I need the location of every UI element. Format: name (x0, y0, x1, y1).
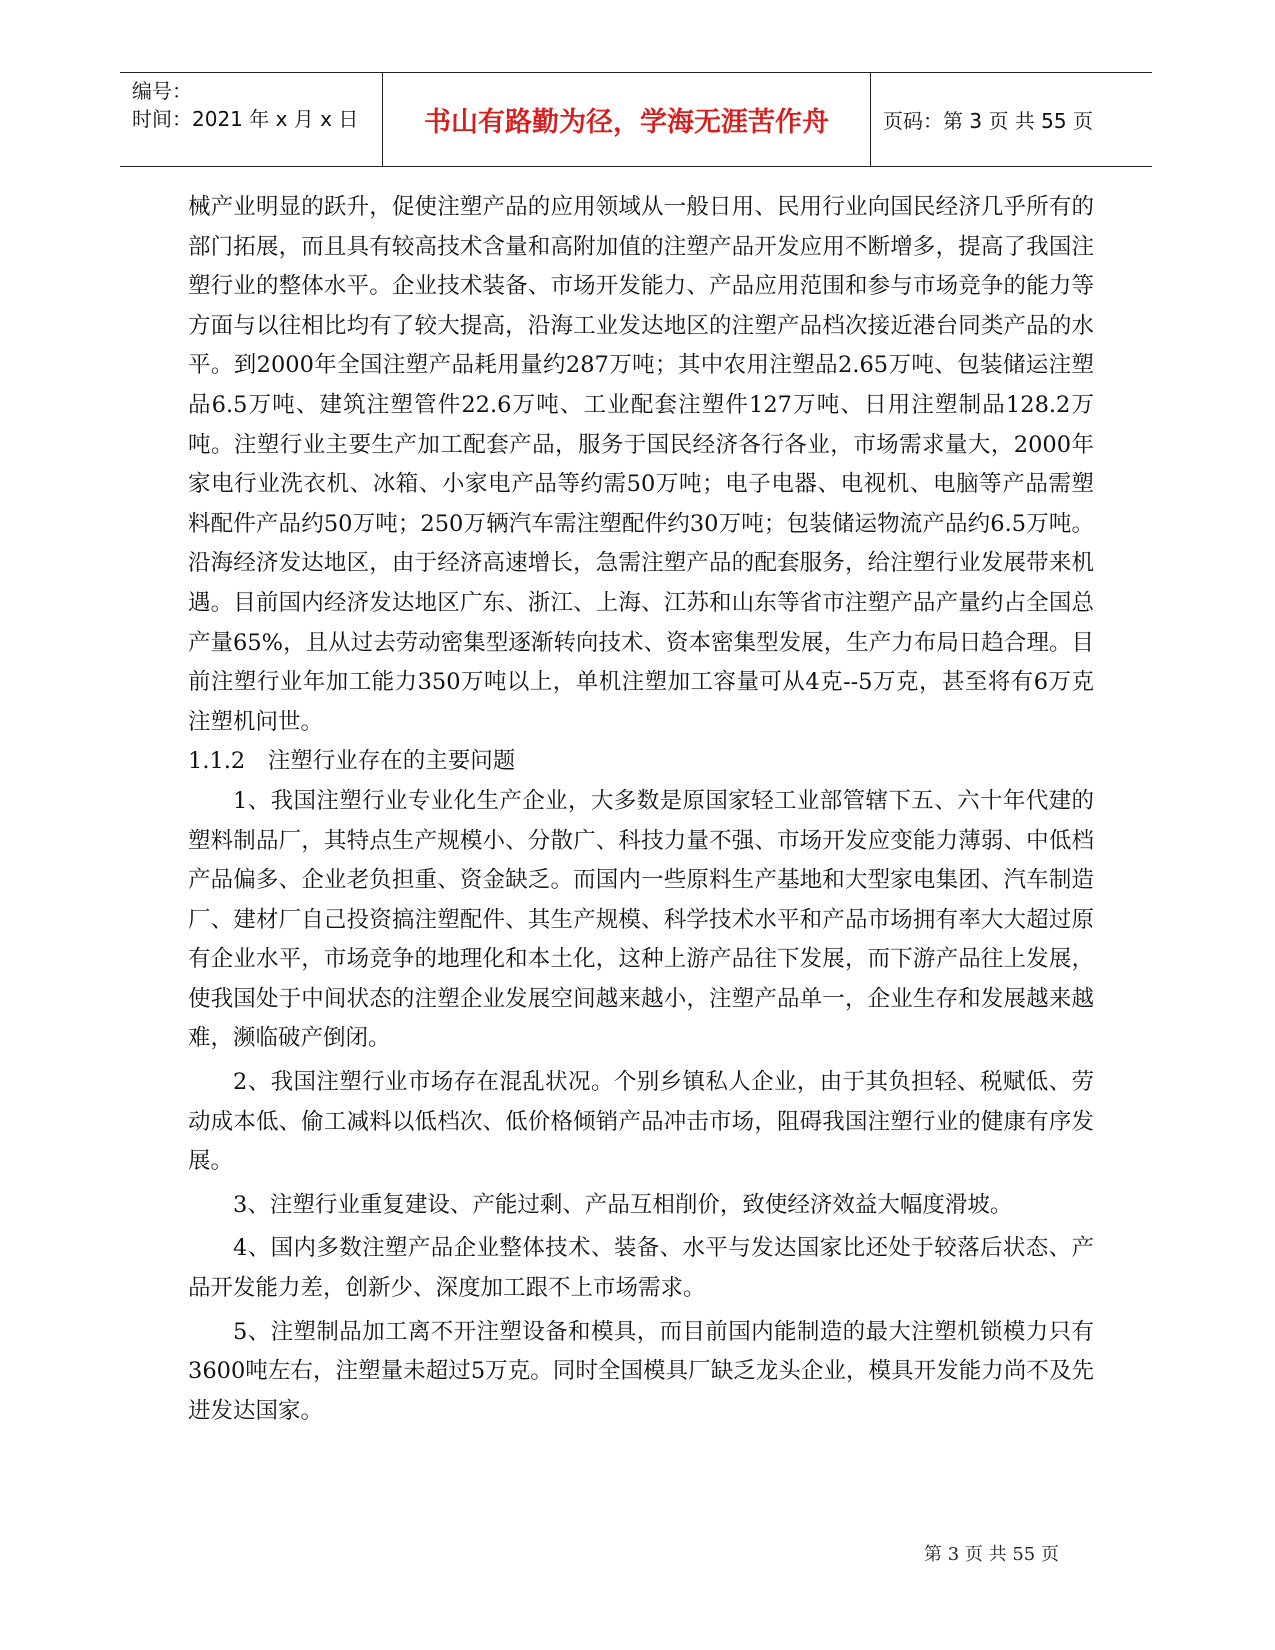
header-page-label: 页码：第 3 页 共 55 页 (883, 109, 1093, 133)
intro-paragraph: 械产业明显的跃升，促使注塑产品的应用领域从一般日用、民用行业向国民经济几乎所有的部门拓展，而且具有较高技术含量和高附加值的注塑产品开发应用不断增多，提高了我国注塑行业的整体水平。企业技术装备、市场开发能力、产品应用范围和参与市场竞争的能力等方面与以往相比均有了较大提高，沿海工业发达地区的注塑产品档次接近港台同类产品的水平。到2000年全国注塑产品耗用量约287万吨；其中农用注塑品2.65万吨、包装储运注塑品6.5万吨、建筑注塑管件22.6万吨、工业配套注塑件127万吨、日用注塑制品128.2万吨。注塑行业主要生产加工配套产品，服务于国民经济各行各业，市场需求量大，2000年家电行业洗衣机、冰箱、小家电产品等约需50万吨；电子电器、电视机、电脑等产品需塑料配件产品约50万吨；250万辆汽车需注塑配件约30万吨；包装储运物流产品约6.5万吨。沿海经济发达地区，由于经济高速增长，急需注塑产品的配套服务，给注塑行业发展带来机遇。目前国内经济发达地区广东、浙江、上海、江苏和山东等省市注塑产品产量约占全国总产量65%，且从过去劳动密集型逐渐转向技术、资本密集型发展，生产力布局日趋合理。目前注塑行业年加工能力350万吨以上，单机注塑加工容量可从4克--5万克，甚至将有6万克注塑机问世。 (188, 194, 1094, 735)
body-paragraph: 1、我国注塑行业专业化生产企业，大多数是原国家轻工业部管辖下五、六十年代建的塑料制品厂，其特点生产规模小、分散广、科技力量不强、市场开发应变能力薄弱、中低档产品偏多、企业老负担重、资金缺乏。而国内一些原料生产基地和大型家电集团、汽车制造厂、建材厂自己投资搞注塑配件、其生产规模、科学技术水平和产品市场拥有率大大超过原有企业水平，市场竞争的地理化和本土化，这种上游产品往下发展，而下游产品往上发展，使我国处于中间状态的注塑企业发展空间越来越小，注塑产品单一，企业生存和发展越来越难，濒临破产倒闭。 (188, 787, 1094, 1052)
body-paragraph: 3、注塑行业重复建设、产能过剩、产品互相削价，致使经济效益大幅度滑坡。 (233, 1191, 1013, 1218)
body-paragraph: 2、我国注塑行业市场存在混乱状况。个别乡镇私人企业，由于其负担轻、税赋低、劳动成本低、偷工减料以低档次、低价格倾销产品冲击市场，阻碍我国注塑行业的健康有序发展。 (188, 1069, 1094, 1175)
page-footer: 第 3 页 共 55 页 (924, 1544, 1059, 1565)
body-paragraph: 4、国内多数注塑产品企业整体技术、装备、水平与发达国家比还处于较落后状态、产品开发能力差，创新少、深度加工跟不上市场需求。 (188, 1235, 1094, 1302)
header-motto: 书山有路勤为径，学海无涯苦作舟 (383, 73, 871, 166)
body-paragraph: 5、注塑制品加工离不开注塑设备和模具，而目前国内能制造的最大注塑机锁模力只有3600吨左右，注塑量未超过5万克。同时全国模具厂缺乏龙头企业，模具开发能力尚不及先进发达国家。 (188, 1318, 1094, 1424)
document-time-label: 时间：2021 年 x 月 x 日 (132, 107, 359, 131)
document-body (188, 188, 1094, 1431)
document-number-label: 编号： (132, 79, 192, 103)
section-heading: 1.1.2 注塑行业存在的主要问题 (188, 748, 516, 775)
header-meta (120, 73, 383, 166)
page-header (120, 72, 1152, 167)
